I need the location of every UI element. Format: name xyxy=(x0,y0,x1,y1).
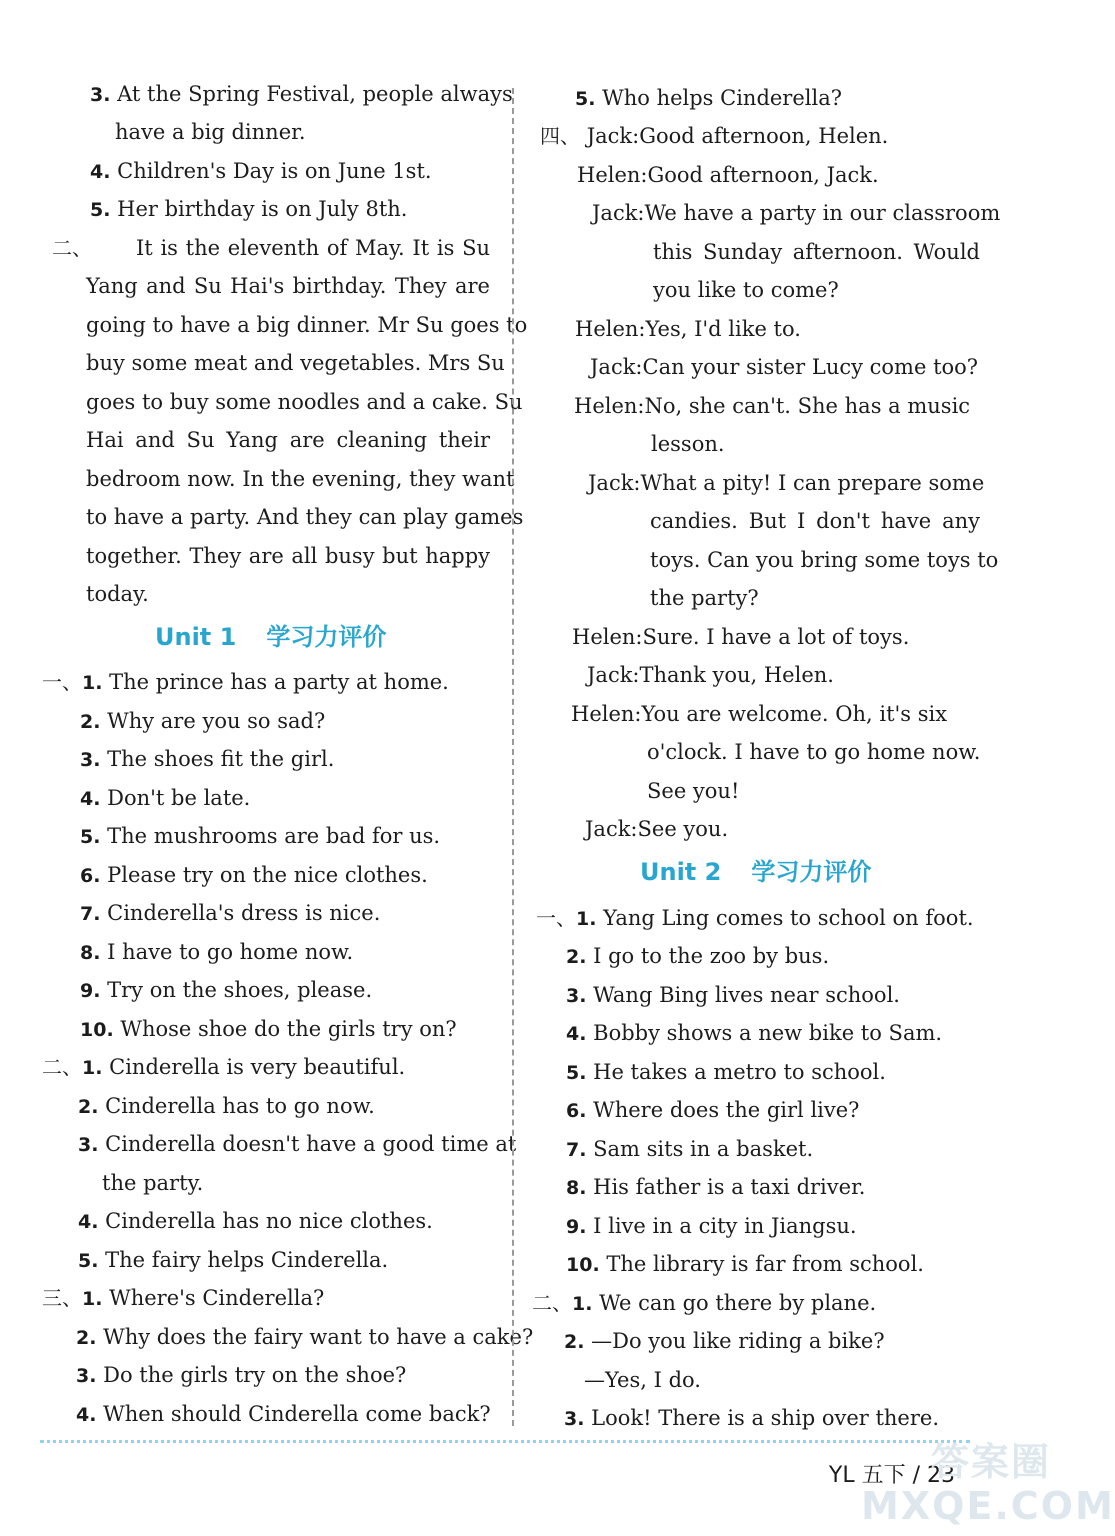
answer-line: 5. Her birthday is on July 8th. xyxy=(90,197,408,221)
answer-line: 9. Try on the shoes, please. xyxy=(80,978,373,1002)
speaker-label: Jack: xyxy=(592,201,645,225)
answer-line: 2. Why are you so sad? xyxy=(80,709,326,733)
passage-line: today. xyxy=(86,582,149,606)
answer-line: 9. I live in a city in Jiangsu. xyxy=(566,1214,857,1238)
answer-line: 3. Look! There is a ship over there. xyxy=(564,1406,939,1430)
dialogue-line: Jack:We have a party in our classroom xyxy=(592,201,1001,225)
answer-line: 10. The library is far from school. xyxy=(566,1252,924,1276)
answer-line: 4. When should Cinderella come back? xyxy=(76,1402,491,1426)
passage-line: buy some meat and vegetables. Mrs Su xyxy=(86,351,505,375)
speaker-label: Jack: xyxy=(590,355,643,379)
passage-line: Hai and Su Yang are cleaning their xyxy=(86,428,490,452)
answer-line: 2. Cinderella has to go now. xyxy=(78,1094,375,1118)
speaker-label: Jack: xyxy=(586,124,640,148)
dialogue-line: Helen:Good afternoon, Jack. xyxy=(577,163,879,187)
speaker-label: Jack: xyxy=(588,471,641,495)
answer-line: 3. At the Spring Festival, people always xyxy=(90,82,513,106)
answer-line: 5. The fairy helps Cinderella. xyxy=(78,1248,389,1272)
dialogue-continuation: this Sunday afternoon. Would xyxy=(653,240,980,264)
passage-line: together. They are all busy but happy xyxy=(86,544,490,568)
answer-line: have a big dinner. xyxy=(115,120,306,144)
unit-1-heading: Unit 1 学习力评价 xyxy=(155,623,387,651)
dialogue-line: Helen:Sure. I have a lot of toys. xyxy=(572,625,910,649)
passage-line: going to have a big dinner. Mr Su goes to xyxy=(86,313,528,337)
answer-line: 3. Cinderella doesn't have a good time at xyxy=(78,1132,517,1156)
dialogue-continuation: the party? xyxy=(650,586,759,610)
unit-2-heading: Unit 2 学习力评价 xyxy=(640,858,872,886)
answer-line: 5. He takes a metro to school. xyxy=(566,1060,886,1084)
answer-line: 4. Cinderella has no nice clothes. xyxy=(78,1209,433,1233)
answer-line: 4. Children's Day is on June 1st. xyxy=(90,159,432,183)
answer-line: 5. The mushrooms are bad for us. xyxy=(80,824,441,848)
dialogue-line: Jack:Can your sister Lucy come too? xyxy=(590,355,979,379)
answer-line: 5. Who helps Cinderella? xyxy=(575,86,842,110)
answer-line: 4. Don't be late. xyxy=(80,786,251,810)
answer-line: 2. I go to the zoo by bus. xyxy=(566,944,830,968)
answer-line: 7. Sam sits in a basket. xyxy=(566,1137,814,1161)
dialogue-continuation: candies. But I don't have any xyxy=(650,509,980,533)
passage-line: bedroom now. In the evening, they want xyxy=(86,467,515,491)
footer-rule xyxy=(40,1440,970,1443)
passage-line: It is the eleventh of May. It is Su xyxy=(136,236,490,260)
passage-line: goes to buy some noodles and a cake. Su xyxy=(86,390,523,414)
answer-line: 3. Wang Bing lives near school. xyxy=(566,983,900,1007)
dialogue-line: Helen:No, she can't. She has a music xyxy=(574,394,971,418)
answer-line: 6. Please try on the nice clothes. xyxy=(80,863,428,887)
answer-line: 6. Where does the girl live? xyxy=(566,1098,860,1122)
speaker-label: Helen: xyxy=(572,625,643,649)
dialogue-continuation: toys. Can you bring some toys to xyxy=(650,548,999,572)
answer-line: 7. Cinderella's dress is nice. xyxy=(80,901,381,925)
speaker-label: Helen: xyxy=(577,163,648,187)
speaker-label: Helen: xyxy=(575,317,646,341)
answer-line: 2. Why does the fairy want to have a cake? xyxy=(76,1325,534,1349)
dialogue-line: Jack:Thank you, Helen. xyxy=(587,663,834,687)
passage-line: Yang and Su Hai's birthday. They are xyxy=(86,274,490,298)
answer-line: 8. I have to go home now. xyxy=(80,940,354,964)
answer-line: 4. Bobby shows a new bike to Sam. xyxy=(566,1021,943,1045)
dialogue-continuation: you like to come? xyxy=(653,278,839,302)
dialogue-line: Jack:What a pity! I can prepare some xyxy=(588,471,985,495)
answer-line: 一、1. The prince has a party at home. xyxy=(42,670,449,694)
answer-line: 8. His father is a taxi driver. xyxy=(566,1175,866,1199)
answer-line: 3. Do the girls try on the shoe? xyxy=(76,1363,407,1387)
dialogue-continuation: o'clock. I have to go home now. xyxy=(647,740,981,764)
answer-line: the party. xyxy=(102,1171,204,1195)
dialogue-continuation: See you! xyxy=(647,779,740,803)
page-footer: YL 五下 / 23 xyxy=(828,1463,955,1488)
answer-line: 2. —Do you like riding a bike? xyxy=(564,1329,885,1353)
dialogue-line: 四、 Jack:Good afternoon, Helen. xyxy=(540,124,889,148)
speaker-label: Jack: xyxy=(587,663,640,687)
answer-line: 二、1. Cinderella is very beautiful. xyxy=(42,1055,406,1079)
watermark-logo: 答案圈 MXQE.COM xyxy=(861,1440,1115,1528)
column-divider xyxy=(512,88,514,1426)
dialogue-line: Helen:Yes, I'd like to. xyxy=(575,317,801,341)
answer-line: 3. The shoes fit the girl. xyxy=(80,747,335,771)
speaker-label: Helen: xyxy=(571,702,642,726)
section-marker: 二、 xyxy=(52,236,92,260)
answer-line: 三、1. Where's Cinderella? xyxy=(42,1286,325,1310)
answer-line: —Yes, I do. xyxy=(584,1368,701,1392)
answer-line: 10. Whose shoe do the girls try on? xyxy=(80,1017,457,1041)
speaker-label: Jack: xyxy=(585,817,638,841)
dialogue-line: Helen:You are welcome. Oh, it's six xyxy=(571,702,948,726)
dialogue-line: Jack:See you. xyxy=(585,817,729,841)
answer-line: 一、1. Yang Ling comes to school on foot. xyxy=(536,906,974,930)
section-marker-line xyxy=(52,232,92,264)
dialogue-continuation: lesson. xyxy=(651,432,725,456)
speaker-label: Helen: xyxy=(574,394,645,418)
answer-line: 二、1. We can go there by plane. xyxy=(532,1291,877,1315)
passage-line: to have a party. And they can play games xyxy=(86,505,524,529)
